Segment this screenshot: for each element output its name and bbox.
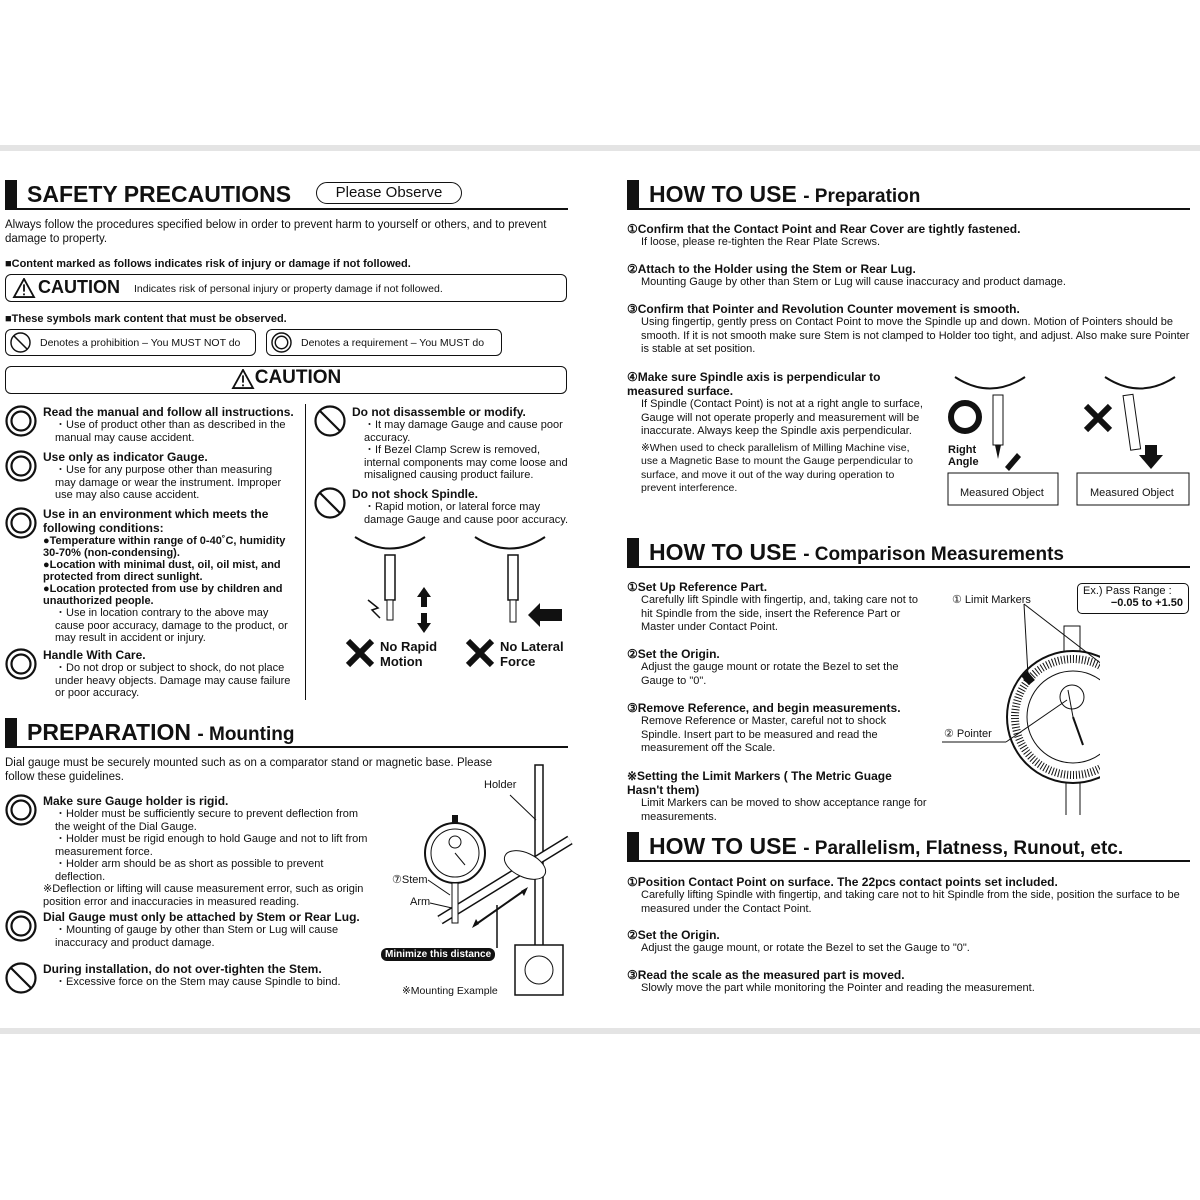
arm-label: Arm (410, 896, 431, 908)
safety-title: SAFETY PRECAUTIONS (27, 181, 292, 207)
requirement-icon (5, 450, 37, 482)
step-text: Adjust the gauge mount, or rotate the Bezel to set the Gauge to "0". (641, 942, 970, 954)
pointer-label: ② Pointer (944, 728, 992, 740)
step-title: ※Setting the Limit Markers ( The Metric Guage Hasn't them) (627, 769, 892, 797)
prohibition-icon (314, 405, 346, 437)
item-text: ・Mounting of gauge by other than Stem or Lug will cause inaccuracy and product damage. (55, 924, 339, 949)
step-title: ④Make sure Spindle axis is perpendicular to measured surface. (627, 370, 881, 398)
mounting-item (5, 794, 375, 908)
page-bottom-border (0, 1028, 1200, 1034)
pass-range-box (1077, 583, 1189, 614)
step-note: ※When used to check parallelism of Milling Machine vise, use a Magnetic Base to mount the Gauge perpendicular to surface, and move it out of the way during operation to prevent interference. (641, 441, 914, 494)
stem-label: ⑦Stem (392, 874, 428, 886)
step-title: ③Remove Reference, and begin measurements. (627, 701, 901, 715)
item-title: Do not disassemble or modify. (352, 405, 526, 419)
step-title: ②Set the Origin. (627, 647, 720, 661)
safety-item (314, 405, 570, 482)
step-text: Slowly move the part while monitoring the Pointer and reading the measurement. (641, 982, 1035, 994)
no-rapid-motion-label: No Rapid Motion (380, 639, 438, 669)
item-text: ・Holder must be rigid enough to hold Gauge and not to lift from measurement force. (55, 833, 368, 858)
right-angle-label: Right Angle (948, 444, 979, 468)
safety-item (5, 405, 295, 444)
item-text: ・Use for any purpose other than measuring may damage or wear the instrument. Improper use may also cause accident. (55, 464, 282, 501)
page-top-border (0, 145, 1200, 151)
item-title: Read the manual and follow all instructions. (43, 405, 294, 419)
caution-banner (5, 366, 567, 394)
item-text: ・It may damage Gauge and cause poor accuracy. (364, 419, 563, 444)
item-text: ・Use in location contrary to the above may cause poor accuracy, damage to the product, or may result in accident or injury. (55, 607, 288, 644)
step-text: Remove Reference or Master, careful not to shock Spindle. Insert part to be measured and read the measurement off the Scale. (641, 715, 887, 754)
step-title: ①Set Up Reference Part. (627, 580, 768, 594)
caution-desc: Indicates risk of personal injury or property damage if not followed. (134, 283, 443, 295)
limit-markers-label: ① Limit Markers (952, 594, 1031, 606)
parallel-title: HOW TO USE (649, 833, 797, 859)
risk-note: ■Content marked as follows indicates risk of injury or damage if not followed. (5, 258, 411, 270)
mounting-intro: Dial gauge must be securely mounted such as on a comparator stand or magnetic base. Please follow these guidelines. (5, 757, 493, 783)
holder-label: Holder (484, 779, 517, 791)
measured-object-label: Measured Object (960, 487, 1044, 499)
please-observe-badge: Please Observe (316, 182, 462, 204)
comparison-step (627, 701, 927, 756)
step-title: ①Position Contact Point on surface. The 22pcs contact points set included. (627, 875, 1058, 889)
step-text: Mounting Gauge by other than Stem or Lug will cause inaccuracy and product damage. (641, 276, 1066, 288)
prohibition-icon (314, 487, 346, 519)
step-title: ①Confirm that the Contact Point and Rear Cover are tightly fastened. (627, 222, 1021, 236)
item-title: Handle With Care. (43, 648, 146, 662)
parallel-step (627, 968, 1192, 996)
comparison-title: HOW TO USE (649, 539, 797, 565)
mounting-item (5, 910, 375, 949)
requirement-text: Denotes a requirement – You MUST do (301, 337, 485, 349)
safety-item (5, 450, 295, 502)
mounting-title: PREPARATION (27, 719, 191, 745)
requirement-icon (5, 405, 37, 437)
prep-step (627, 302, 1192, 357)
requirement-legend (266, 329, 502, 356)
item-title: During installation, do not over-tighten the Stem. (43, 962, 322, 976)
caution-label: CAUTION (38, 277, 120, 297)
prohibition-icon (10, 332, 31, 353)
requirement-icon (5, 507, 37, 539)
safety-heading (5, 180, 568, 210)
mounting-example-caption: ※Mounting Example (402, 985, 498, 997)
comparison-heading (627, 538, 1190, 568)
step-text: If loose, please re-tighten the Rear Plate Screws. (641, 236, 881, 248)
requirement-icon (5, 910, 37, 942)
step-title: ②Attach to the Holder using the Stem or Rear Lug. (627, 262, 916, 276)
prohibition-text: Denotes a prohibition – You MUST NOT do (40, 337, 241, 349)
measured-object-label: Measured Object (1090, 487, 1174, 499)
requirement-icon (271, 332, 292, 353)
item-bullet: ●Location with minimal dust, oil, oil mist, and protected from direct sunlight. (43, 559, 281, 583)
prep-subtitle: - Preparation (803, 186, 921, 207)
item-text: ・If Bezel Clamp Screw is removed, internal components may come loose and misaligned causing product failure. (364, 444, 568, 481)
caution-legend (5, 274, 567, 302)
spindle-illustration (340, 535, 570, 635)
dial-gauge-illustration (940, 590, 1100, 820)
step-text: Adjust the gauge mount or rotate the Bezel to set the Gauge to "0". (641, 661, 899, 687)
pass-range-label: Ex.) Pass Range : (1083, 585, 1172, 597)
comparison-step (627, 769, 927, 824)
step-text: If Spindle (Contact Point) is not at a right angle to surface, Gauge will not operate properly and measurement will be inaccurate. Always keep the Spindle axis perpendicular. (641, 398, 923, 437)
item-title: Make sure Gauge holder is rigid. (43, 794, 229, 808)
minimize-distance-label: Minimize this distance (381, 948, 495, 961)
step-title: ③Read the scale as the measured part is moved. (627, 968, 905, 982)
step-text: Using fingertip, gently press on Contact Point to move the Spindle up and down. Motion of Pointers should be smooth. If it is not smooth make sure Stem is not clamped to Holder too tight, and adjust. Also make sure Pointer is stable at set position. (641, 316, 1190, 355)
warning-triangle-icon (231, 369, 255, 389)
item-title: Use only as indicator Gauge. (43, 450, 208, 464)
step-text: Carefully lift Spindle with fingertip, and, taking care not to hit Spindle from the side, insert the Reference Part or Master under Contact Point. (641, 594, 918, 633)
prep-step (627, 222, 1192, 250)
safety-item (314, 487, 570, 526)
item-bullet: ●Temperature within range of 0-40˚C, humidity 30-70% (non-condensing). (43, 535, 286, 559)
mounting-heading (5, 718, 568, 748)
safety-item (5, 507, 300, 645)
requirement-icon (5, 794, 37, 826)
prep-heading (627, 180, 1190, 210)
step-text: Carefully lifting Spindle with fingertip, and taking care not to hit Spindle from the side, position the surface to be measured under the Contact Point. (641, 889, 1180, 915)
parallel-step (627, 928, 1192, 956)
prohibited-x-icon (344, 638, 376, 668)
item-bullet: ●Location protected from use by children and unauthorized people. (43, 583, 283, 607)
prep-step (627, 262, 1192, 290)
prep-title: HOW TO USE (649, 181, 797, 207)
comparison-step (627, 647, 927, 688)
step-text: Limit Markers can be moved to show acceptance range for measurements. (641, 797, 927, 823)
item-text: ・Excessive force on the Stem may cause Spindle to bind. (55, 976, 341, 988)
no-lateral-force-label: No Lateral Force (500, 639, 564, 669)
comparison-step (627, 580, 927, 635)
step-title: ③Confirm that Pointer and Revolution Counter movement is smooth. (627, 302, 1020, 316)
caution-banner-label: CAUTION (254, 367, 342, 388)
item-title: Dial Gauge must only be attached by Stem or Rear Lug. (43, 910, 360, 924)
step-title: ②Set the Origin. (627, 928, 720, 942)
item-text: ・Holder must be sufficiently secure to prevent deflection from the weight of the Dial Gauge. (55, 808, 359, 833)
item-text: ・Rapid motion, or lateral force may damage Gauge and cause poor accuracy. (364, 501, 569, 526)
item-text: ・Do not drop or subject to shock, do not place under heavy objects. Damage may cause failure or poor accuracy. (55, 662, 291, 699)
prohibited-x-icon (464, 638, 496, 668)
warning-triangle-icon (12, 278, 36, 298)
mounting-subtitle: - Mounting (197, 724, 295, 745)
item-text: ・Holder arm should be as short as possible to prevent deflection. (55, 858, 324, 883)
safety-intro: Always follow the procedures specified below in order to prevent harm to yourself or others, and to prevent damage to property. (5, 219, 547, 245)
parallel-subtitle: - Parallelism, Flatness, Runout, etc. (803, 838, 1124, 859)
comparison-subtitle: - Comparison Measurements (803, 544, 1064, 565)
item-text: ・Use of product other than as described in the manual may cause accident. (55, 419, 286, 444)
requirement-icon (5, 648, 37, 680)
prohibition-legend (5, 329, 256, 356)
pass-range-value: −0.05 to +1.50 (1110, 597, 1183, 609)
safety-item (5, 648, 295, 700)
symbols-note: ■These symbols mark content that must be observed. (5, 313, 287, 325)
mounting-item (5, 962, 375, 994)
item-text: ※Deflection or lifting will cause measurement error, such as origin position error and inaccuracies in measured reading. (43, 883, 364, 908)
item-title: Do not shock Spindle. (352, 487, 479, 501)
prep-step (627, 370, 927, 496)
parallel-heading (627, 832, 1190, 862)
item-title: Use in an environment which meets the following conditions: (43, 507, 269, 535)
prohibition-icon (5, 962, 37, 994)
parallel-step (627, 875, 1192, 916)
column-divider (305, 404, 306, 700)
